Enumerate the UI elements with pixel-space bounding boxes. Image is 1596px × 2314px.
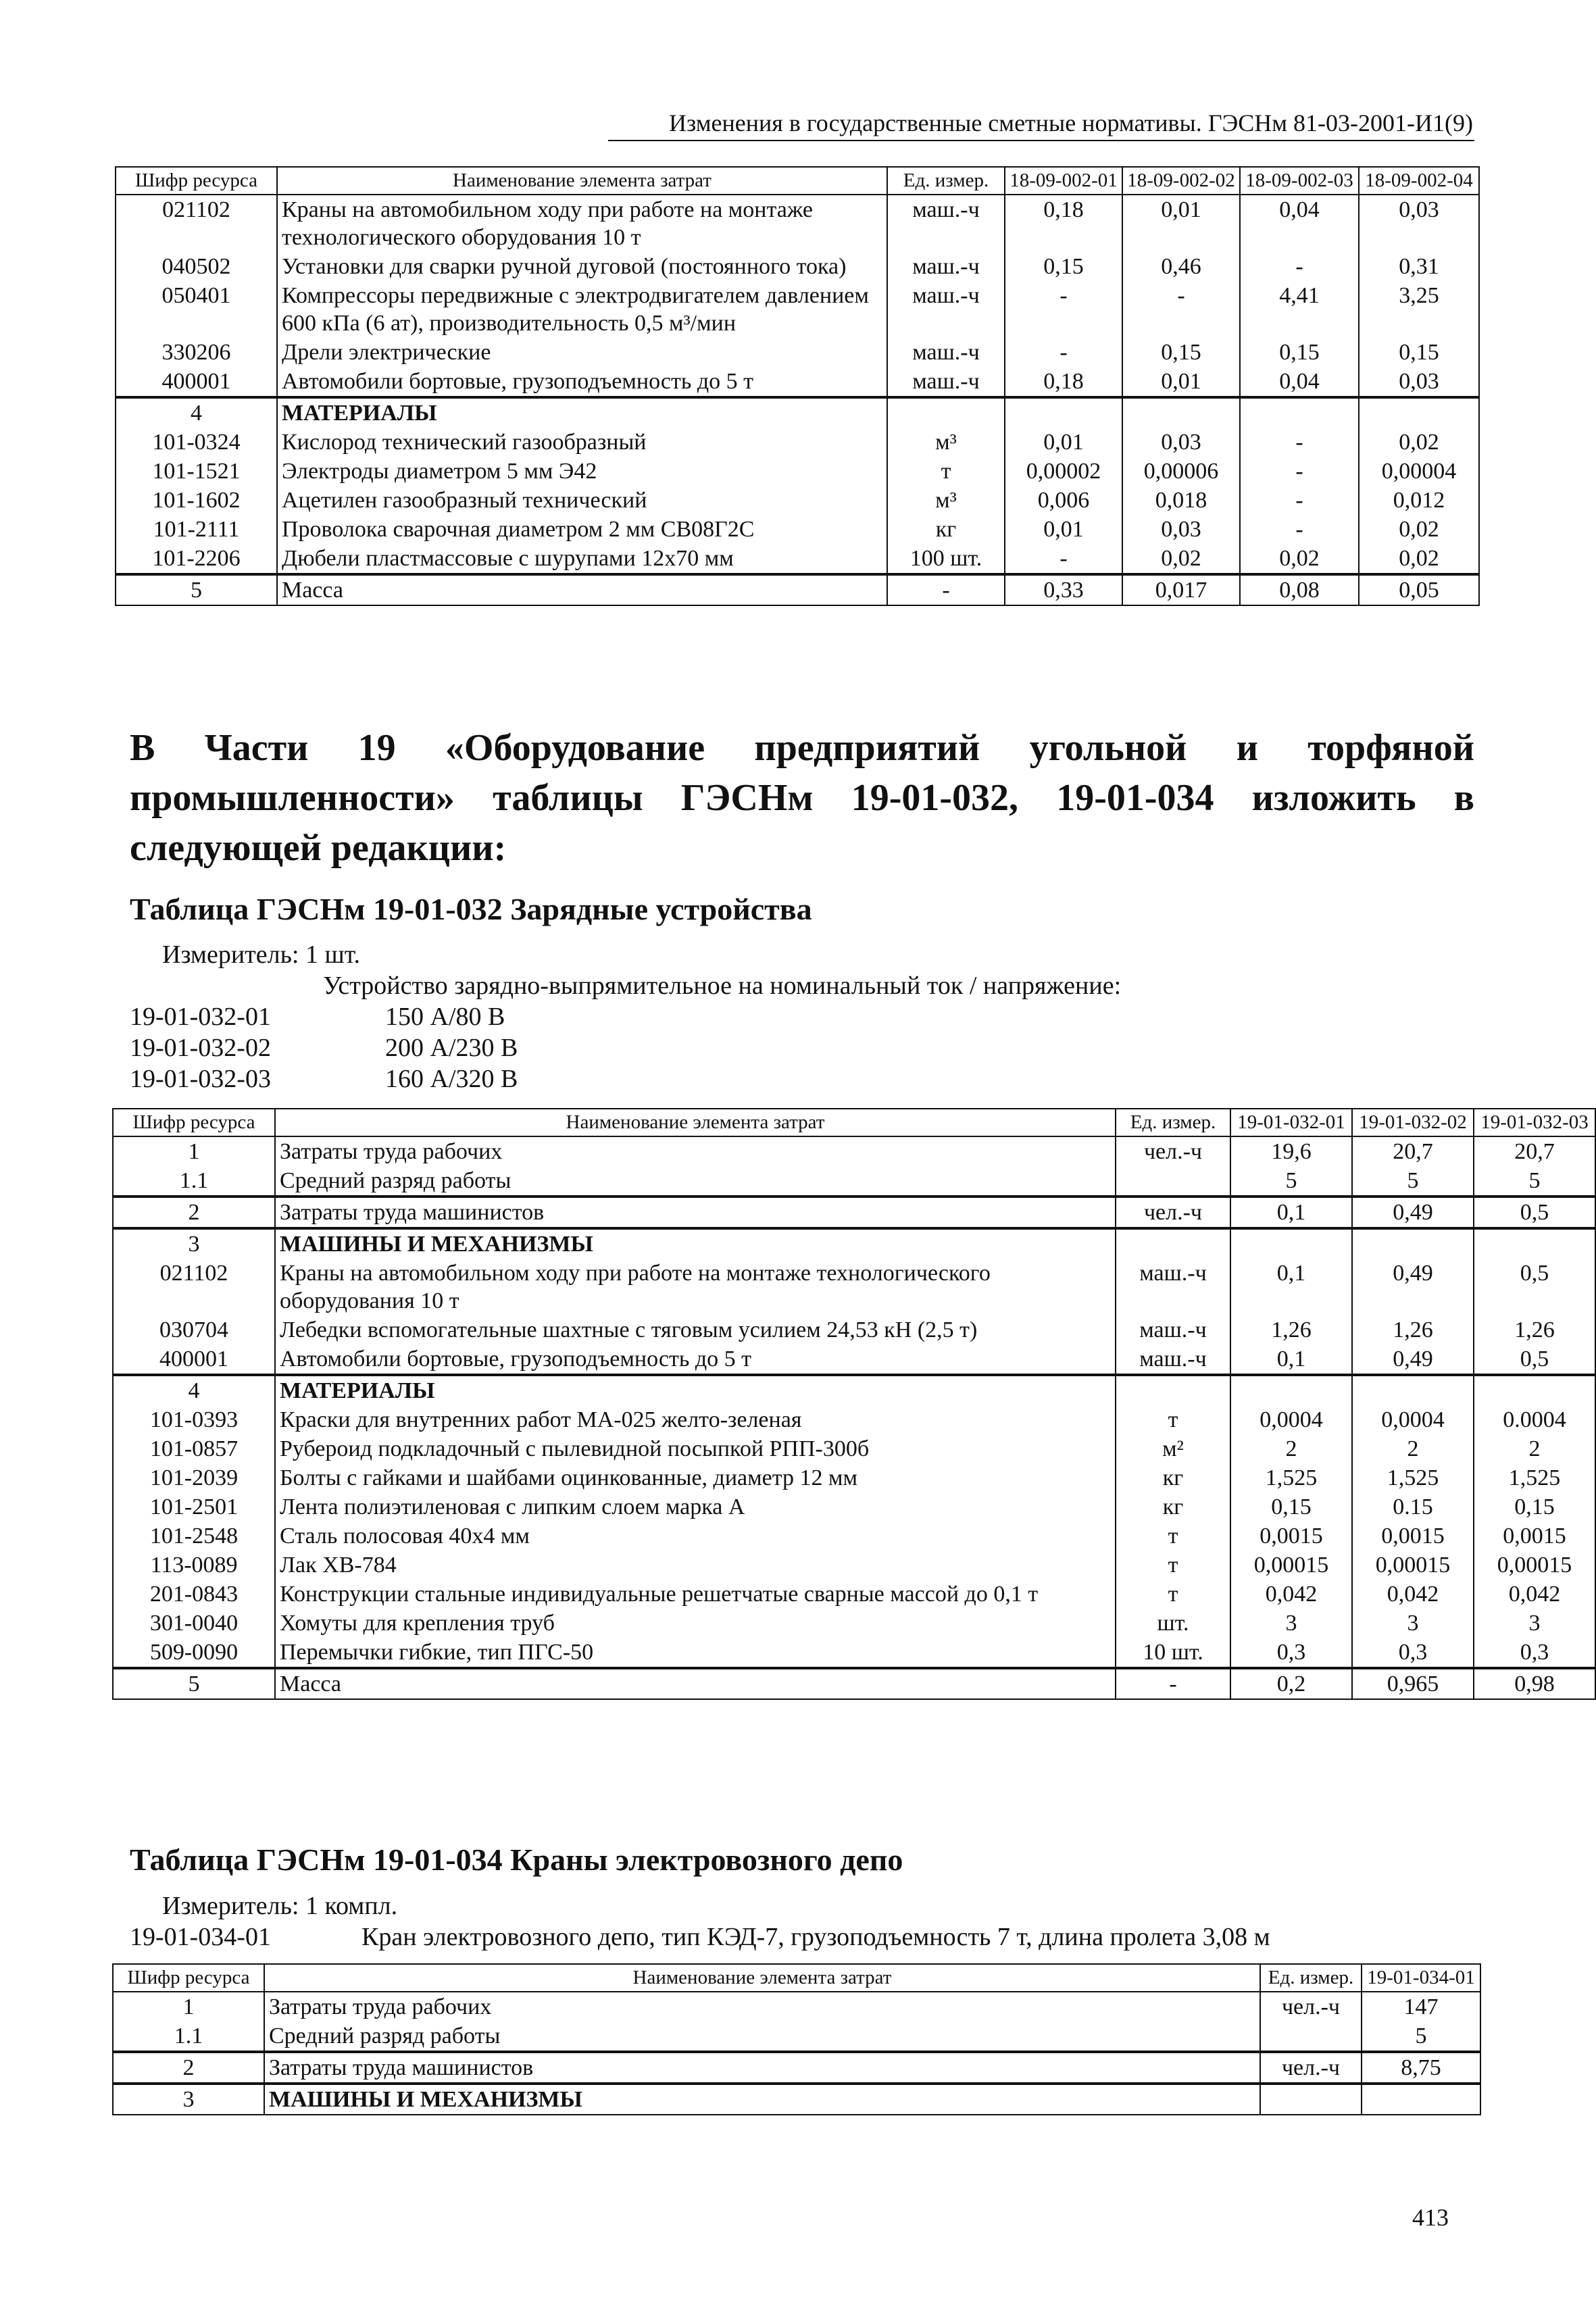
value: 0,0015 [1474, 1521, 1595, 1551]
table-row [116, 367, 1479, 397]
section-title: МАШИНЫ И МЕХАНИЗМЫ [275, 1228, 1116, 1259]
value: 0,18 [1005, 195, 1122, 252]
value: 20,7 [1352, 1136, 1474, 1166]
value: 3,25 [1359, 281, 1479, 338]
section-row [116, 397, 1479, 428]
unit: чел.-ч [1116, 1197, 1230, 1228]
value: 0,00004 [1359, 457, 1479, 486]
value: 0,01 [1005, 515, 1122, 544]
resource-code: 3 [113, 1228, 275, 1259]
value: 0,15 [1005, 252, 1122, 281]
value: 0,012 [1359, 486, 1479, 515]
value [1352, 1228, 1474, 1259]
value: 0,042 [1352, 1580, 1474, 1609]
item-text-3: 160 А/320 В [385, 1065, 518, 1093]
value: 0,03 [1122, 428, 1240, 457]
unit: маш.-ч [1116, 1344, 1230, 1375]
section-title: МАТЕРИАЛЫ [275, 1375, 1116, 1405]
resource-name: Электроды диаметром 5 мм Э42 [277, 457, 887, 486]
resource-code: 101-0393 [113, 1405, 275, 1434]
value: - [1240, 515, 1359, 544]
resource-table-18-09-002 [115, 166, 1480, 606]
section-title: МАШИНЫ И МЕХАНИЗМЫ [264, 2084, 1260, 2115]
value: - [1240, 428, 1359, 457]
value: 0,49 [1352, 1259, 1474, 1315]
resource-code: 101-2039 [113, 1463, 275, 1492]
unit: шт. [1116, 1609, 1230, 1638]
resource-name: Болты с гайками и шайбами оцинкованные, диаметр 12 мм [275, 1463, 1116, 1492]
table-title-19-01-032: Таблица ГЭСНм 19-01-032 Зарядные устройства [130, 892, 812, 926]
unit [1260, 2021, 1362, 2052]
table-row [113, 1405, 1595, 1434]
value [1359, 397, 1479, 428]
table-row [113, 2021, 1480, 2052]
resource-code: 5 [116, 574, 277, 605]
header-row [113, 1964, 1480, 1992]
value: 0,15 [1230, 1492, 1352, 1521]
table-row [116, 457, 1479, 486]
value: 0,03 [1359, 195, 1479, 252]
header-row [113, 1109, 1595, 1136]
header-column-2: 19-01-032-02 [1352, 1109, 1474, 1136]
value [1352, 1375, 1474, 1405]
value: 0,00015 [1474, 1551, 1595, 1580]
value: 0,02 [1240, 544, 1359, 574]
value: 0,0015 [1230, 1521, 1352, 1551]
resource-code: 101-0857 [113, 1434, 275, 1463]
value: 0,0004 [1352, 1405, 1474, 1434]
value: - [1240, 252, 1359, 281]
value: 0,03 [1122, 515, 1240, 544]
table-row [113, 1521, 1595, 1551]
resource-name: Компрессоры передвижные с электродвигателем давлением 600 кПа (6 ат), производительность 0,5 м³/мин [277, 281, 887, 338]
resource-name: Краны на автомобильном ходу при работе на монтаже технологического оборудования 10 т [275, 1259, 1116, 1315]
value: 0,18 [1005, 367, 1122, 397]
resource-name: Конструкции стальные индивидуальные решетчатые сварные массой до 0,1 т [275, 1580, 1116, 1609]
value: 1,26 [1474, 1315, 1595, 1344]
unit: маш.-ч [887, 338, 1005, 367]
value: 19,6 [1230, 1136, 1352, 1166]
value [1230, 1228, 1352, 1259]
value [1230, 1375, 1352, 1405]
value: 4,41 [1240, 281, 1359, 338]
unit: кг [1116, 1463, 1230, 1492]
item-text-034: Кран электровозного депо, тип КЭД-7, грузоподъемность 7 т, длина пролета 3,08 м [361, 1923, 1270, 1951]
value: 0,01 [1005, 428, 1122, 457]
table-row [113, 1463, 1595, 1492]
value: 0,00015 [1352, 1551, 1474, 1580]
resource-code: 301-0040 [113, 1609, 275, 1638]
value: 0,1 [1230, 1259, 1352, 1315]
header-column-1: 19-01-032-01 [1230, 1109, 1352, 1136]
value: 0,15 [1240, 338, 1359, 367]
value: 3 [1230, 1609, 1352, 1638]
unit [1116, 1228, 1230, 1259]
resource-name: Лак ХВ-784 [275, 1551, 1116, 1580]
resource-code: 101-2501 [113, 1492, 275, 1521]
value: - [1240, 486, 1359, 515]
table-row [116, 281, 1479, 338]
resource-code: 1 [113, 1136, 275, 1166]
value: 0,49 [1352, 1197, 1474, 1228]
unit: маш.-ч [887, 252, 1005, 281]
table-row [113, 1580, 1595, 1609]
header-unit: Ед. измер. [1116, 1109, 1230, 1136]
header-column-3: 18-09-002-03 [1240, 167, 1359, 195]
value: 0,00006 [1122, 457, 1240, 486]
resource-name: Затраты труда рабочих [275, 1136, 1116, 1166]
table-row [113, 1992, 1480, 2021]
value: 5 [1230, 1166, 1352, 1197]
section-title: МАТЕРИАЛЫ [277, 397, 887, 428]
value: 5 [1362, 2021, 1480, 2052]
value: 1,26 [1352, 1315, 1474, 1344]
value: 0,01 [1122, 367, 1240, 397]
value: 147 [1362, 1992, 1480, 2021]
item-code-034: 19-01-034-01 [130, 1923, 271, 1951]
header-column-3: 19-01-032-03 [1474, 1109, 1595, 1136]
resource-code: 113-0089 [113, 1551, 275, 1580]
header-column-1: 18-09-002-01 [1005, 167, 1122, 195]
resource-table-19-01-034 [112, 1963, 1481, 2115]
value: 5 [1352, 1166, 1474, 1197]
header-rule [608, 140, 1474, 141]
value: 0,01 [1122, 195, 1240, 252]
table-row [113, 1136, 1595, 1166]
value [1474, 1228, 1595, 1259]
table-row [113, 1551, 1595, 1580]
value: 20,7 [1474, 1136, 1595, 1166]
resource-name: Затраты труда машинистов [275, 1197, 1116, 1228]
unit: т [1116, 1405, 1230, 1434]
value: 0,018 [1122, 486, 1240, 515]
item-code-2: 19-01-032-02 [130, 1034, 271, 1062]
resource-code: 2 [113, 2052, 264, 2084]
unit: м³ [887, 428, 1005, 457]
unit: кг [1116, 1492, 1230, 1521]
header-name: Наименование элемента затрат [277, 167, 887, 195]
table-row [116, 515, 1479, 544]
resource-name: Лебедки вспомогательные шахтные с тяговым усилием 24,53 кН (2,5 т) [275, 1315, 1116, 1344]
resource-name: Средний разряд работы [275, 1166, 1116, 1197]
value [1362, 2084, 1480, 2115]
header-column-2: 18-09-002-02 [1122, 167, 1240, 195]
unit: маш.-ч [1116, 1259, 1230, 1315]
resource-code: 2 [113, 1197, 275, 1228]
resource-code: 400001 [113, 1344, 275, 1375]
value: 0,49 [1352, 1344, 1474, 1375]
resource-code: 021102 [113, 1259, 275, 1315]
table-row [116, 428, 1479, 457]
table-title-19-01-034: Таблица ГЭСНм 19-01-034 Краны электровозного депо [130, 1842, 903, 1877]
resource-code: 101-2548 [113, 1521, 275, 1551]
table-row [113, 1344, 1595, 1375]
resource-name: Краны на автомобильном ходу при работе на монтаже технологического оборудования 10 т [277, 195, 887, 252]
value: 0,02 [1359, 428, 1479, 457]
value: 2 [1230, 1434, 1352, 1463]
header-code: Шифр ресурса [116, 167, 277, 195]
table-row [113, 1197, 1595, 1228]
unit [1116, 1166, 1230, 1197]
unit: маш.-ч [887, 281, 1005, 338]
item-text-1: 150 А/80 В [385, 1003, 505, 1031]
section-row [113, 1375, 1595, 1405]
value: 0,3 [1474, 1638, 1595, 1668]
header-unit: Ед. измер. [887, 167, 1005, 195]
resource-code: 040502 [116, 252, 277, 281]
resource-code: 400001 [116, 367, 277, 397]
resource-code: 101-0324 [116, 428, 277, 457]
item-code-1: 19-01-032-01 [130, 1003, 271, 1031]
value [1474, 1375, 1595, 1405]
resource-code: 1.1 [113, 2021, 264, 2052]
resource-code: 101-2111 [116, 515, 277, 544]
resource-name: Установки для сварки ручной дуговой (постоянного тока) [277, 252, 887, 281]
header-code: Шифр ресурса [113, 1964, 264, 1992]
value: 0,017 [1122, 574, 1240, 605]
unit: кг [887, 515, 1005, 544]
resource-name: Масса [275, 1668, 1116, 1699]
resource-code: 509-0090 [113, 1638, 275, 1668]
value: 0,006 [1005, 486, 1122, 515]
resource-code: 4 [113, 1375, 275, 1405]
value: 0,04 [1240, 367, 1359, 397]
value: 0,46 [1122, 252, 1240, 281]
item-text-2: 200 А/230 В [385, 1034, 518, 1062]
unit: т [1116, 1551, 1230, 1580]
value: - [1005, 281, 1122, 338]
value: 0,00002 [1005, 457, 1122, 486]
unit: м³ [887, 486, 1005, 515]
resource-name: Затраты труда рабочих [264, 1992, 1260, 2021]
value: 0,02 [1359, 544, 1479, 574]
table-row [116, 195, 1479, 252]
value: 1,525 [1230, 1463, 1352, 1492]
header-column-4: 18-09-002-04 [1359, 167, 1479, 195]
resource-code: 101-2206 [116, 544, 277, 574]
unit: маш.-ч [887, 195, 1005, 252]
value: 0.15 [1352, 1492, 1474, 1521]
resource-name: Сталь полосовая 40х4 мм [275, 1521, 1116, 1551]
resource-name: Лента полиэтиленовая с липким слоем марка А [275, 1492, 1116, 1521]
value: 0,15 [1122, 338, 1240, 367]
value: 0,1 [1230, 1344, 1352, 1375]
section-row [113, 2084, 1480, 2115]
resource-code: 1 [113, 1992, 264, 2021]
resource-table-19-01-032 [112, 1108, 1596, 1700]
value: 0,08 [1240, 574, 1359, 605]
resource-name: Проволока сварочная диаметром 2 мм СВ08Г2С [277, 515, 887, 544]
amendment-heading: В Части 19 «Оборудование предприятий угольной и торфяной промышленности» таблицы ГЭСНм 19-01-032, 19-01-034 изложить в следующей редакции: [130, 727, 1474, 869]
value: 0,02 [1359, 515, 1479, 544]
value: 2 [1352, 1434, 1474, 1463]
value: 0,965 [1352, 1668, 1474, 1699]
resource-name: Краски для внутренних работ МА-025 желто-зеленая [275, 1405, 1116, 1434]
table-row [113, 1609, 1595, 1638]
value: 0,042 [1474, 1580, 1595, 1609]
value: 0,2 [1230, 1668, 1352, 1699]
resource-code: 1.1 [113, 1166, 275, 1197]
value: 0,3 [1352, 1638, 1474, 1668]
value: 0,15 [1359, 338, 1479, 367]
value: 0,0015 [1352, 1521, 1474, 1551]
unit: маш.-ч [1116, 1315, 1230, 1344]
resource-code: 021102 [116, 195, 277, 252]
unit: маш.-ч [887, 367, 1005, 397]
resource-code: 030704 [113, 1315, 275, 1344]
header-unit: Ед. измер. [1260, 1964, 1362, 1992]
resource-name: Дрели электрические [277, 338, 887, 367]
value: - [1122, 281, 1240, 338]
unit [1116, 1375, 1230, 1405]
value [1005, 397, 1122, 428]
resource-name: Затраты труда машинистов [264, 2052, 1260, 2084]
value: 0,04 [1240, 195, 1359, 252]
value: 0,5 [1474, 1197, 1595, 1228]
table-row [116, 338, 1479, 367]
value: 3 [1352, 1609, 1474, 1638]
value: 0,042 [1230, 1580, 1352, 1609]
value: 0,00015 [1230, 1551, 1352, 1580]
meter-19-01-032: Измеритель: 1 шт. [162, 940, 360, 969]
value: 0,98 [1474, 1668, 1595, 1699]
item-code-3: 19-01-032-03 [130, 1065, 271, 1093]
resource-code: 101-1521 [116, 457, 277, 486]
value: 0,02 [1122, 544, 1240, 574]
resource-name: Рубероид подкладочный с пылевидной посыпкой РПП-300б [275, 1434, 1116, 1463]
table-row [113, 1638, 1595, 1668]
resource-code: 4 [116, 397, 277, 428]
value [1240, 397, 1359, 428]
value: 1,525 [1352, 1463, 1474, 1492]
header-code: Шифр ресурса [113, 1109, 275, 1136]
value: 0,1 [1230, 1197, 1352, 1228]
unit: т [1116, 1580, 1230, 1609]
table-row [113, 1315, 1595, 1344]
table-row [113, 1434, 1595, 1463]
device-description: Устройство зарядно-выпрямительное на номинальный ток / напряжение: [323, 972, 1122, 1000]
table-row [116, 544, 1479, 574]
value: 0,03 [1359, 367, 1479, 397]
table-row [113, 1492, 1595, 1521]
resource-name: Хомуты для крепления труб [275, 1609, 1116, 1638]
unit: т [1116, 1521, 1230, 1551]
table-row [113, 1259, 1595, 1315]
resource-code: 050401 [116, 281, 277, 338]
table-row [113, 1166, 1595, 1197]
value: 3 [1474, 1609, 1595, 1638]
header-name: Наименование элемента затрат [275, 1109, 1116, 1136]
resource-name: Дюбели пластмассовые с шурупами 12х70 мм [277, 544, 887, 574]
table-row [116, 252, 1479, 281]
unit [887, 397, 1005, 428]
header-row [116, 167, 1479, 195]
resource-code: 3 [113, 2084, 264, 2115]
value: 1,525 [1474, 1463, 1595, 1492]
resource-name: Кислород технический газообразный [277, 428, 887, 457]
value: - [1005, 544, 1122, 574]
resource-code: 330206 [116, 338, 277, 367]
header-name: Наименование элемента затрат [264, 1964, 1260, 1992]
value: - [1005, 338, 1122, 367]
resource-code: 5 [113, 1668, 275, 1699]
value: 0,5 [1474, 1344, 1595, 1375]
value: 0.0004 [1474, 1405, 1595, 1434]
value: 0,0004 [1230, 1405, 1352, 1434]
unit: 10 шт. [1116, 1638, 1230, 1668]
value: 0,33 [1005, 574, 1122, 605]
value: 0,05 [1359, 574, 1479, 605]
table-row [113, 2052, 1480, 2084]
unit: 100 шт. [887, 544, 1005, 574]
page-number: 413 [1412, 2204, 1449, 2231]
resource-name: Автомобили бортовые, грузоподъемность до 5 т [277, 367, 887, 397]
value: 0,31 [1359, 252, 1479, 281]
header-column-1: 19-01-034-01 [1362, 1964, 1480, 1992]
section-row [113, 1228, 1595, 1259]
value: - [1240, 457, 1359, 486]
unit: - [887, 574, 1005, 605]
resource-code: 101-1602 [116, 486, 277, 515]
meter-19-01-034: Измеритель: 1 компл. [162, 1892, 398, 1920]
value [1122, 397, 1240, 428]
table-row [113, 1668, 1595, 1699]
value: 0,3 [1230, 1638, 1352, 1668]
running-header: Изменения в государственные сметные нормативы. ГЭСНм 81-03-2001-И1(9) [669, 109, 1473, 136]
value: 0,5 [1474, 1259, 1595, 1315]
unit [1260, 2084, 1362, 2115]
table-row [116, 486, 1479, 515]
unit: чел.-ч [1260, 2052, 1362, 2084]
value: 8,75 [1362, 2052, 1480, 2084]
resource-code: 201-0843 [113, 1580, 275, 1609]
resource-name: Средний разряд работы [264, 2021, 1260, 2052]
unit: т [887, 457, 1005, 486]
unit: - [1116, 1668, 1230, 1699]
resource-name: Перемычки гибкие, тип ПГС-50 [275, 1638, 1116, 1668]
value: 0,15 [1474, 1492, 1595, 1521]
value: 5 [1474, 1166, 1595, 1197]
value: 2 [1474, 1434, 1595, 1463]
resource-name: Ацетилен газообразный технический [277, 486, 887, 515]
unit: м² [1116, 1434, 1230, 1463]
unit: чел.-ч [1116, 1136, 1230, 1166]
resource-name: Автомобили бортовые, грузоподъемность до 5 т [275, 1344, 1116, 1375]
resource-name: Масса [277, 574, 887, 605]
table-row [116, 574, 1479, 605]
unit: чел.-ч [1260, 1992, 1362, 2021]
value: 1,26 [1230, 1315, 1352, 1344]
